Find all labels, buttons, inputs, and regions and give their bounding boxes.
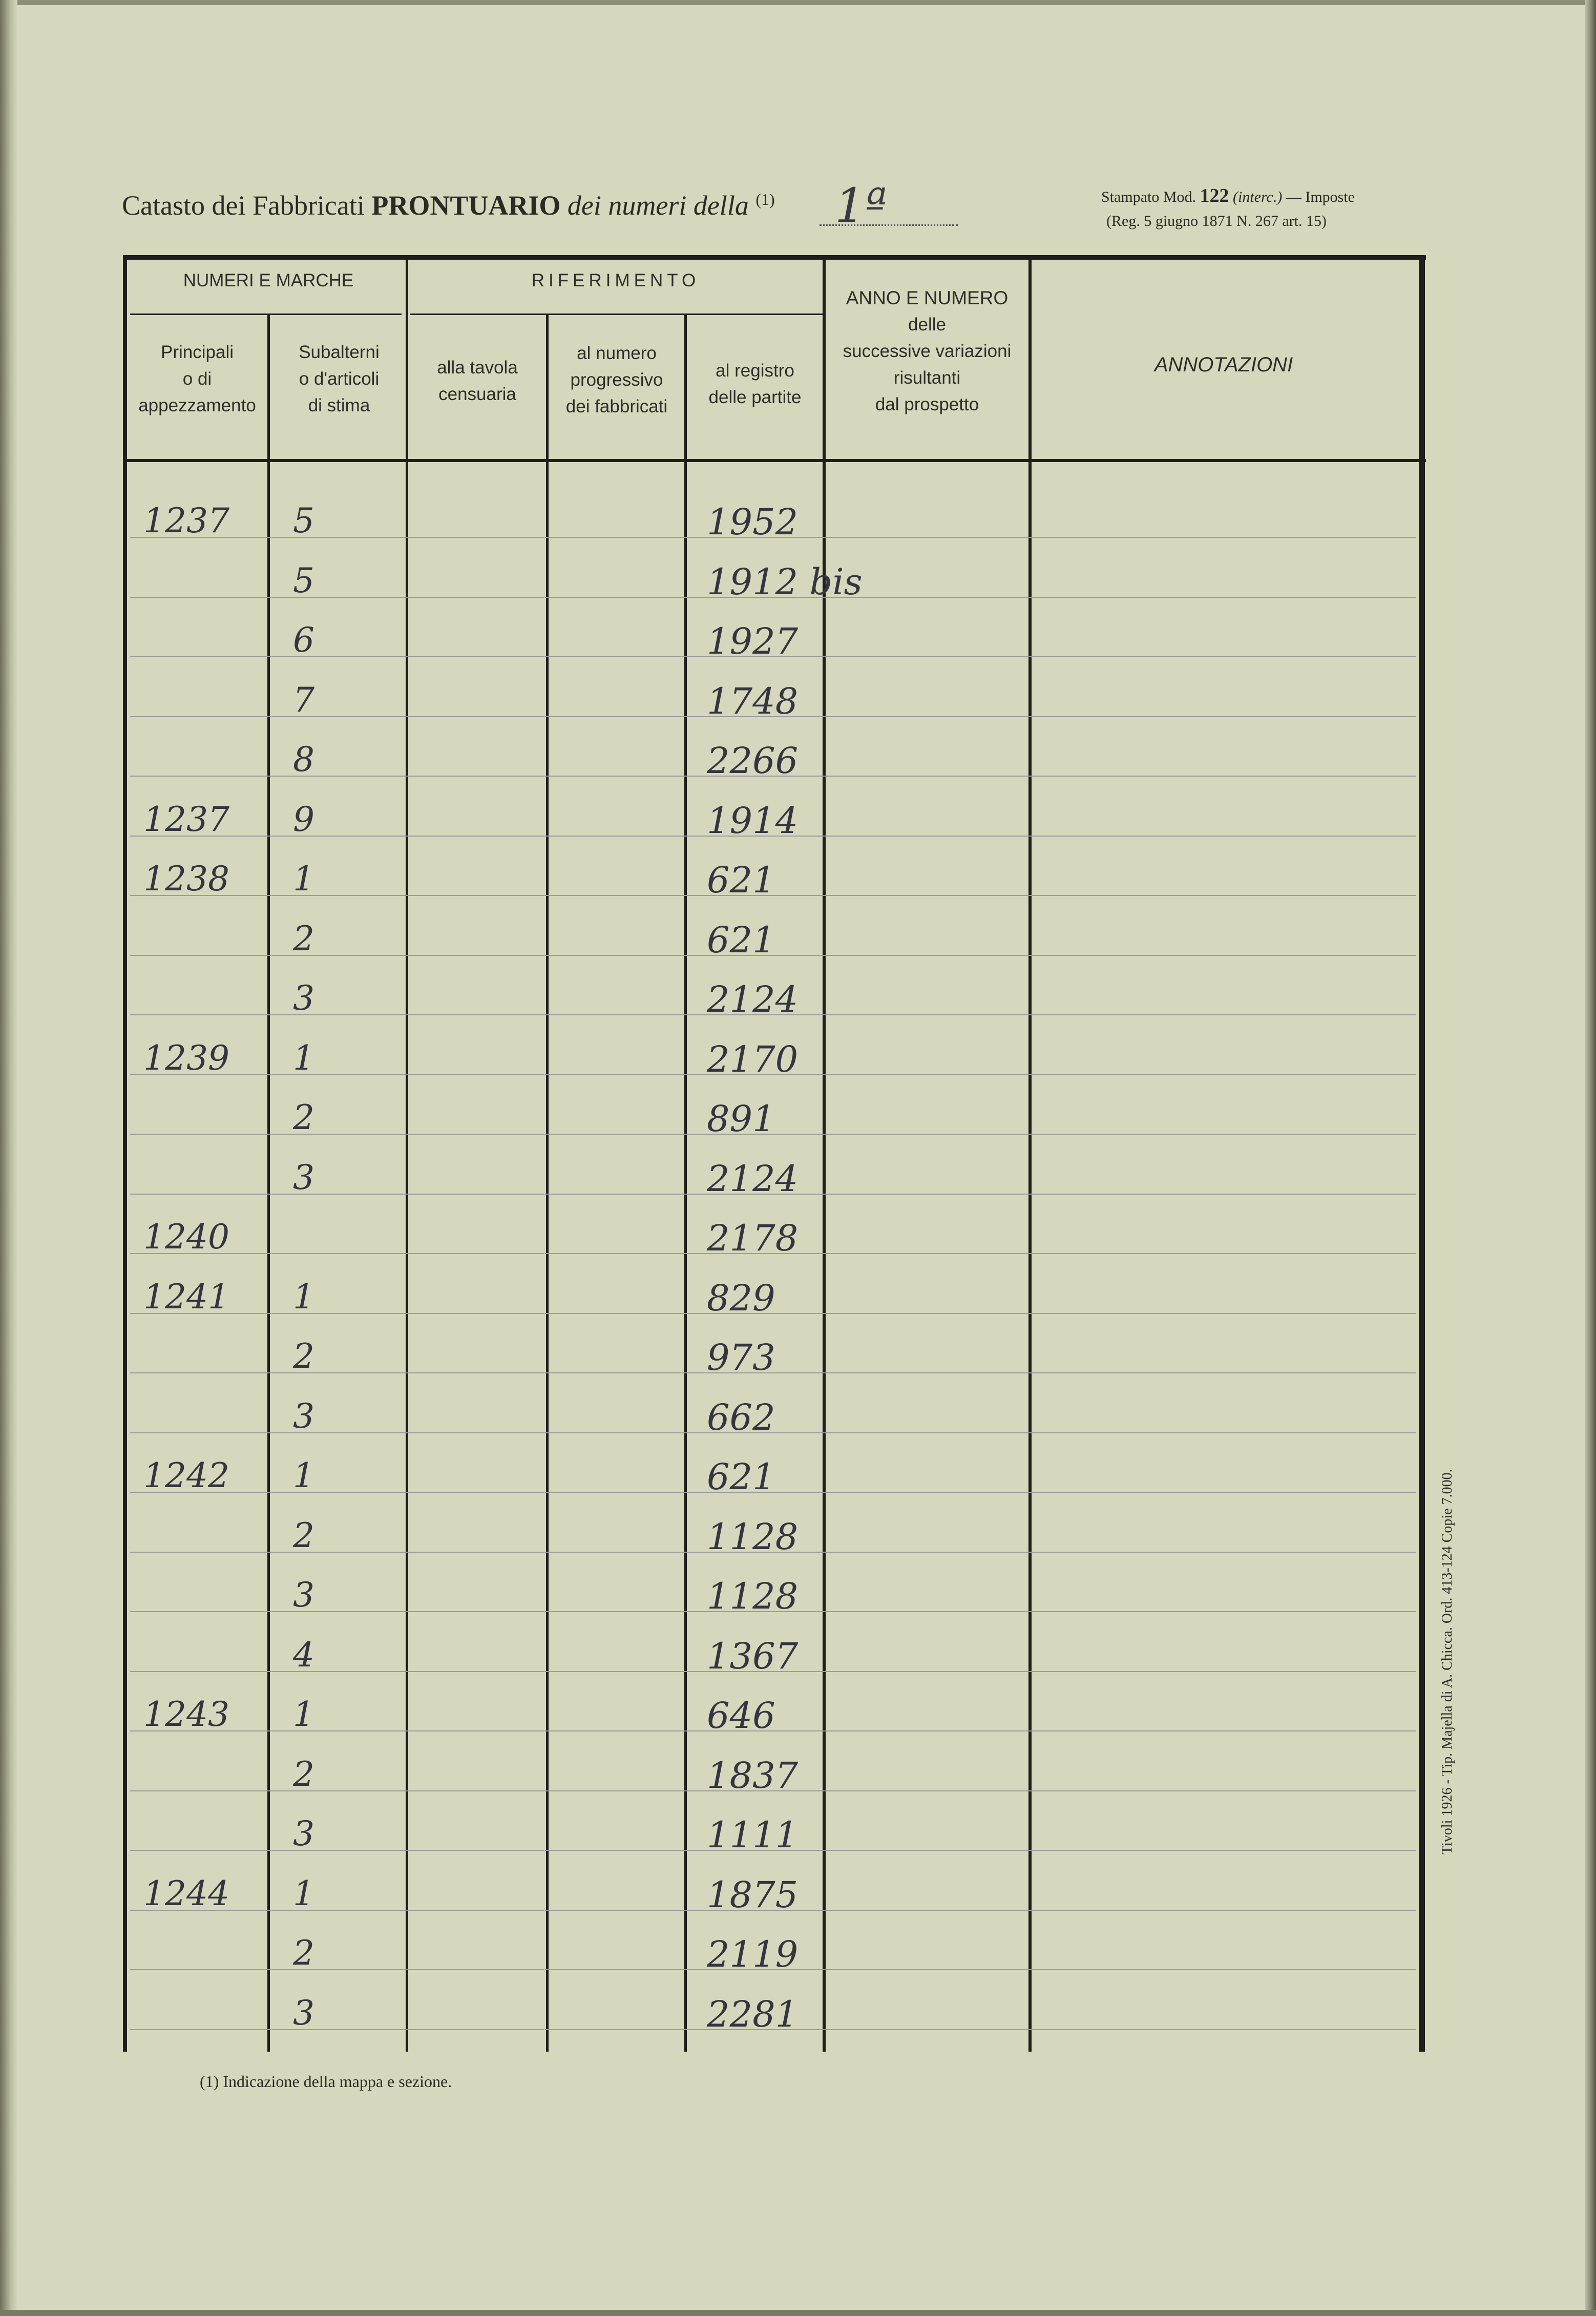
head-progressivo-l3: dei fabbricati	[565, 397, 668, 416]
cell-subalterno: 1	[293, 1038, 314, 1078]
cell-registro: 2119	[707, 1933, 799, 1975]
cell-subalterno: 3	[293, 1575, 314, 1615]
cell-registro: 2178	[707, 1217, 799, 1259]
cell-subalterno: 3	[293, 1814, 314, 1853]
head-subalterni	[270, 339, 408, 419]
cell-registro: 1748	[707, 680, 799, 722]
cell-registro: 829	[707, 1277, 775, 1319]
cell-subalterno: 3	[293, 1993, 314, 2033]
stamp-number: 122	[1200, 185, 1229, 206]
cell-subalterno: 2	[293, 919, 314, 958]
cell-subalterno: 2	[293, 1337, 314, 1376]
head-progressivo-l1: al numero	[577, 343, 657, 363]
cell-principale: 1244	[143, 1873, 229, 1913]
head-tavola	[409, 354, 546, 408]
cell-registro: 1128	[707, 1515, 799, 1558]
cell-subalterno: 2	[293, 1933, 314, 1973]
cell-subalterno: 2	[293, 1515, 314, 1555]
cell-principale: 1242	[143, 1456, 229, 1495]
document-title	[122, 190, 775, 221]
cell-registro: 1837	[707, 1754, 799, 1797]
page-edge-left	[0, 0, 17, 2316]
head-subalterni-l1: Subalterni	[299, 342, 380, 362]
head-principali-l2: o di	[182, 369, 212, 389]
cell-subalterno: 3	[293, 1396, 314, 1436]
cell-registro: 662	[707, 1396, 775, 1438]
head-registro	[686, 358, 824, 411]
page-edge-right	[1585, 0, 1596, 2316]
divider-numeri-riferimento	[406, 256, 408, 2052]
head-subalterni-l2: o d'articoli	[299, 369, 380, 389]
cell-registro: 646	[707, 1695, 775, 1737]
cell-registro: 2281	[707, 1993, 799, 2035]
title-numeri: dei numeri della	[567, 190, 749, 221]
group-numeri-marche: NUMERI E MARCHE	[183, 270, 354, 290]
cell-registro: 891	[707, 1098, 775, 1140]
cell-registro: 1927	[707, 620, 799, 662]
title-catasto: Catasto dei Fabbricati	[122, 190, 365, 221]
stamp-suffix: — Imposte	[1286, 189, 1355, 205]
cell-registro: 1367	[707, 1635, 799, 1677]
title-prontuario: PRONTUARIO	[371, 190, 561, 221]
head-principali-l3: appezzamento	[138, 395, 256, 415]
page-edge-top	[0, 0, 1596, 5]
cell-subalterno: 2	[293, 1098, 314, 1137]
head-anno-l4: risultanti	[893, 368, 961, 388]
head-anno-l2: delle	[908, 315, 946, 335]
head-principali-l1: Principali	[161, 342, 234, 362]
cell-principale: 1240	[143, 1217, 229, 1257]
cell-registro: 1875	[707, 1873, 799, 1916]
cell-registro: 2170	[707, 1038, 799, 1080]
cell-subalterno: 4	[293, 1635, 314, 1675]
head-registro-l1: al registro	[716, 361, 794, 381]
cell-subalterno: 1	[293, 1277, 314, 1317]
stamp-interc: (interc.)	[1233, 189, 1283, 205]
head-subalterni-l3: di stima	[308, 395, 370, 415]
cell-subalterno: 9	[293, 799, 314, 839]
cell-subalterno: 7	[293, 680, 314, 720]
head-anno-l3: successive variazioni	[843, 341, 1012, 361]
cell-principale: 1243	[143, 1695, 229, 1734]
printer-note: Tivoli 1926 - Tip. Majella di A. Chicca. Ord. 413-124 Copie 7.000.	[1439, 1469, 1455, 1854]
numeri-group-underline	[130, 314, 402, 315]
head-registro-l2: delle partite	[708, 387, 802, 407]
page-edge-bottom	[0, 2310, 1596, 2316]
cell-registro: 2124	[707, 1157, 799, 1200]
riferimento-group-underline	[410, 314, 823, 315]
cell-registro: 621	[707, 919, 775, 961]
cell-principale: 1238	[143, 859, 229, 899]
group-riferimento: RIFERIMENTO	[531, 270, 700, 290]
cell-subalterno: 5	[293, 501, 314, 540]
divider-anno-annotazioni	[1028, 256, 1032, 2052]
header-bottom-border	[123, 459, 1426, 462]
cell-registro: 2124	[707, 978, 799, 1020]
cell-registro: 1914	[707, 799, 799, 842]
cell-registro: 1952	[707, 501, 799, 543]
cell-principale: 1239	[143, 1038, 229, 1078]
head-principali	[128, 339, 266, 419]
table-top-border	[123, 255, 1426, 260]
head-progressivo-l2: progressivo	[570, 370, 663, 390]
cell-registro: 973	[707, 1337, 775, 1379]
cell-principale: 1237	[143, 501, 229, 540]
cell-subalterno: 5	[293, 560, 314, 600]
cell-registro: 1128	[707, 1575, 799, 1617]
head-anno-numero	[826, 285, 1028, 418]
head-tavola-l1: alla tavola	[437, 358, 518, 378]
stamp-prefix: Stampato Mod.	[1101, 189, 1196, 205]
head-anno-l1: ANNO E NUMERO	[846, 287, 1009, 308]
divider-riferimento-anno	[823, 256, 826, 2052]
table-right-border	[1419, 256, 1425, 2052]
table-left-border	[123, 256, 127, 2052]
head-annotazioni: ANNOTAZIONI	[1154, 353, 1293, 376]
cell-registro: 621	[707, 859, 775, 901]
cell-subalterno: 1	[293, 1873, 314, 1913]
title-footnote-mark: (1)	[755, 190, 775, 208]
cell-subalterno: 1	[293, 1695, 314, 1734]
cell-subalterno: 3	[293, 1157, 314, 1197]
cell-subalterno: 3	[293, 978, 314, 1018]
head-anno-l5: dal prospetto	[875, 394, 979, 414]
sheet-number: 1ª	[835, 178, 888, 233]
cell-registro: 1111	[707, 1814, 799, 1856]
cell-subalterno: 1	[293, 859, 314, 899]
cell-registro: 621	[707, 1456, 775, 1498]
footnote: (1) Indicazione della mappa e sezione.	[200, 2072, 452, 2091]
cell-subalterno: 2	[293, 1754, 314, 1794]
cell-registro: 1912 bis	[707, 560, 863, 603]
cell-subalterno: 6	[293, 620, 314, 660]
cell-principale: 1241	[143, 1277, 229, 1317]
cell-subalterno: 1	[293, 1456, 314, 1495]
stamp-model	[1101, 184, 1355, 207]
cell-principale: 1237	[143, 799, 229, 839]
regulation-reference: (Reg. 5 giugno 1871 N. 267 art. 15)	[1106, 213, 1327, 229]
head-tavola-l2: censuaria	[438, 384, 516, 404]
cell-subalterno: 8	[293, 740, 314, 779]
head-progressivo	[548, 340, 685, 420]
cell-registro: 2266	[707, 740, 799, 782]
